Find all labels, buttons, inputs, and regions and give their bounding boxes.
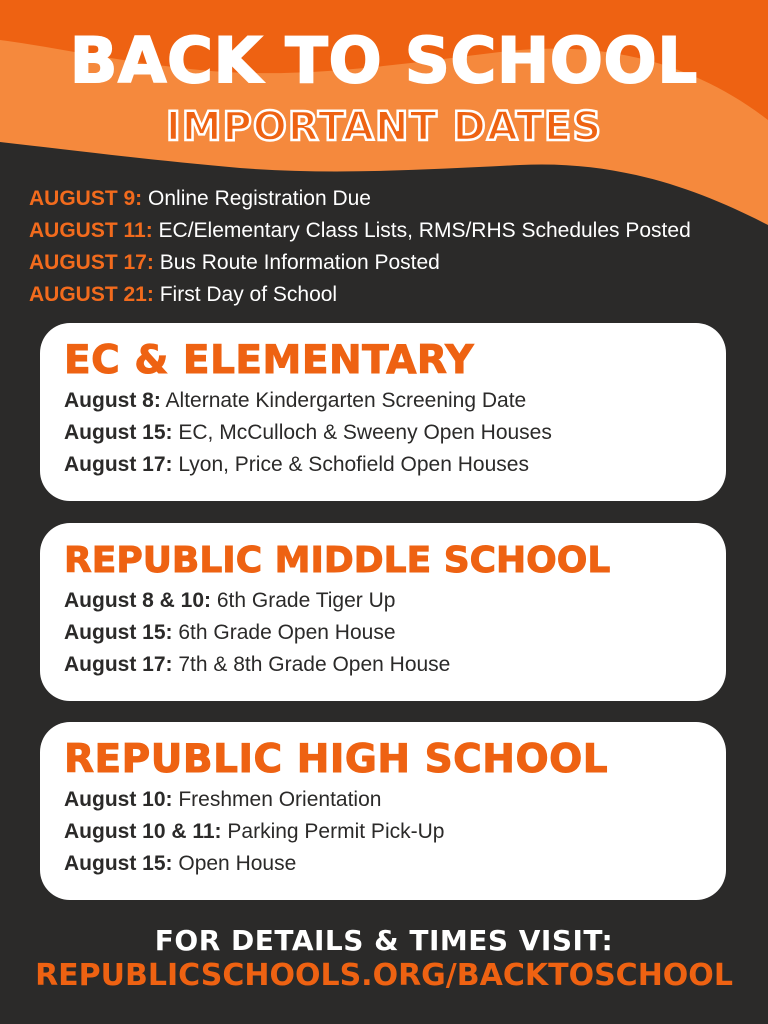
section-item-text: 6th Grade Tiger Up (216, 589, 396, 612)
section-item-date: August 15: (64, 421, 173, 444)
key-dates-list (29, 183, 759, 311)
high-school-card (40, 722, 726, 900)
key-date-item (29, 215, 759, 247)
section-item-text: Open House (178, 852, 297, 875)
key-date-label: AUGUST 17: (29, 251, 154, 274)
footer-visit-label: FOR DETAILS & TIMES VISIT: (154, 924, 614, 957)
poster-subtitle: IMPORTANT DATES (165, 104, 603, 150)
footer-url-link[interactable]: REPUBLICSCHOOLS.ORG/BACKTOSCHOOL (35, 958, 733, 993)
section-item-text: 7th & 8th Grade Open House (178, 653, 451, 676)
section-item-date: August 15: (64, 621, 173, 644)
key-date-item (29, 279, 759, 311)
section-item-text: Alternate Kindergarten Screening Date (165, 389, 527, 412)
section-item-date: August 8 & 10: (64, 589, 212, 612)
section-item (64, 385, 702, 417)
section-item (64, 585, 702, 617)
key-date-item (29, 247, 759, 279)
section-title: REPUBLIC MIDDLE SCHOOL (64, 540, 611, 581)
section-item-text: Lyon, Price & Schofield Open Houses (178, 453, 529, 476)
section-item-date: August 17: (64, 653, 173, 676)
section-item (64, 848, 702, 880)
section-item (64, 784, 702, 816)
section-item-date: August 15: (64, 852, 173, 875)
key-date-item (29, 183, 759, 215)
section-item-date: August 8: (64, 389, 161, 412)
section-item-date: August 10 & 11: (64, 820, 222, 843)
section-item-date: August 17: (64, 453, 173, 476)
section-title: REPUBLIC HIGH SCHOOL (64, 737, 609, 782)
key-date-label: AUGUST 9: (29, 187, 143, 210)
section-title: EC & ELEMENTARY (64, 338, 475, 383)
key-date-text: EC/Elementary Class Lists, RMS/RHS Schedules Posted (158, 219, 691, 242)
section-item-text: 6th Grade Open House (178, 621, 396, 644)
key-date-text: Online Registration Due (148, 187, 371, 210)
section-item-text: Freshmen Orientation (178, 788, 382, 811)
section-item (64, 816, 702, 848)
key-date-text: First Day of School (159, 283, 338, 306)
section-item-text: Parking Permit Pick-Up (227, 820, 445, 843)
ec-elementary-card (40, 323, 726, 501)
poster-title: BACK TO SCHOOL (70, 24, 698, 97)
section-item-date: August 10: (64, 788, 173, 811)
section-item (64, 417, 702, 449)
section-item (64, 617, 702, 649)
key-date-label: AUGUST 11: (29, 219, 153, 242)
section-item (64, 649, 702, 681)
section-item-text: EC, McCulloch & Sweeny Open Houses (178, 421, 552, 444)
key-date-label: AUGUST 21: (29, 283, 154, 306)
section-item (64, 449, 702, 481)
key-date-text: Bus Route Information Posted (159, 251, 440, 274)
middle-school-card (40, 523, 726, 701)
